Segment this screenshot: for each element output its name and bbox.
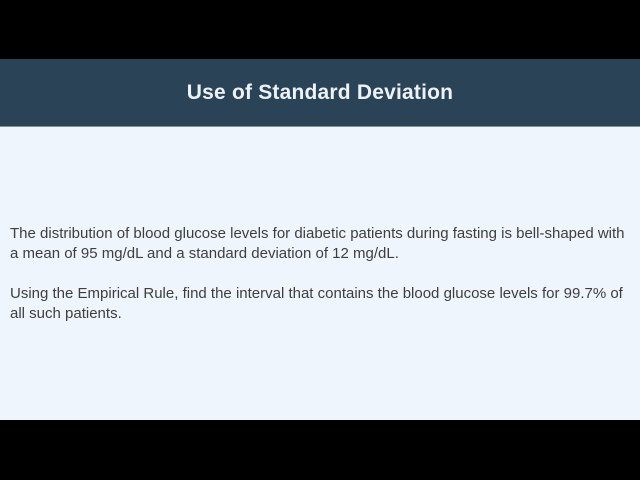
slide-body [0,127,640,420]
letterbox-bottom [0,420,640,480]
body-paragraph-question: Using the Empirical Rule, find the interval that contains the blood glucose levels for 99.7% of all such patients. [10,284,623,322]
slide [0,59,640,420]
slide-header [0,59,640,127]
letterbox-top [0,0,640,59]
body-paragraph-problem-setup: The distribution of blood glucose levels for diabetic patients during fasting is bell-shaped with a mean of 95 mg/dL and a standard deviation of 12 mg/dL. [10,224,625,262]
page-title: Use of Standard Deviation [186,80,454,104]
